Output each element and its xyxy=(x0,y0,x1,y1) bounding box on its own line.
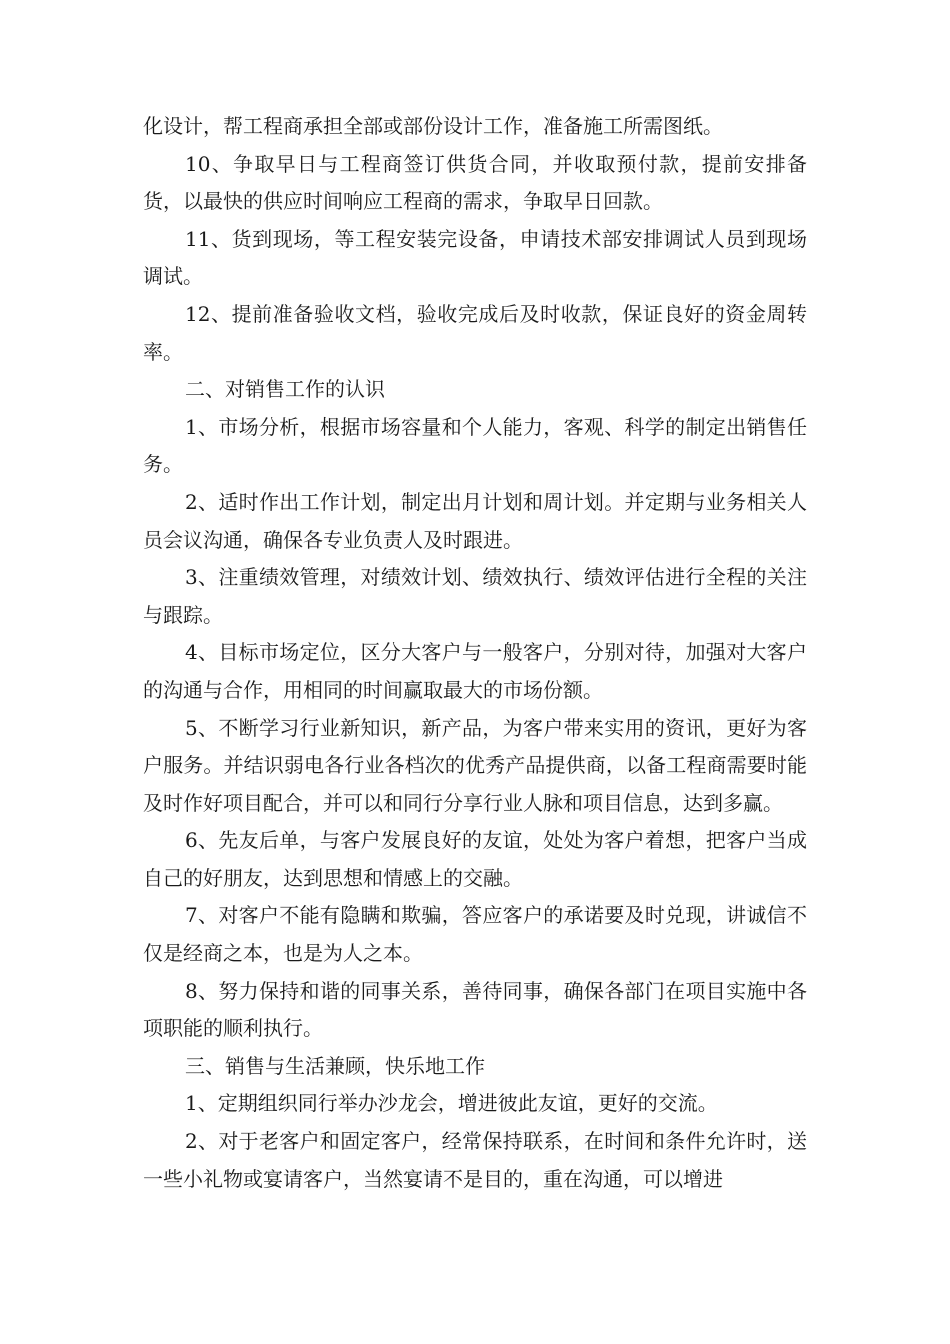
paragraph-item-4: 4、目标市场定位，区分大客户与一般客户，分别对待，加强对大客户的沟通与合作，用相同的时间赢取最大的市场份额。 xyxy=(143,640,807,702)
document-body xyxy=(143,108,807,1198)
paragraph-item-7: 7、对客户不能有隐瞒和欺骗，答应客户的承诺要及时兑现，讲诚信不仅是经商之本，也是为人之本。 xyxy=(143,903,807,966)
paragraph-item-6: 6、先友后单，与客户发展良好的友谊，处处为客户着想，把客户当成自己的好朋友，达到思想和情感上的交融。 xyxy=(143,828,807,890)
paragraph-item-1: 1、市场分析，根据市场容量和个人能力，客观、科学的制定出销售任务。 xyxy=(143,414,807,477)
paragraph-item-12: 12、提前准备验收文档，验收完成后及时收款，保证良好的资金周转率。 xyxy=(143,301,807,364)
paragraph-continuation: 化设计，帮工程商承担全部或部份设计工作，准备施工所需图纸。 xyxy=(143,114,723,138)
paragraph-item-3: 3、注重绩效管理，对绩效计划、绩效执行、绩效评估进行全程的关注与跟踪。 xyxy=(143,565,807,627)
paragraph-item-5: 5、不断学习行业新知识，新产品，为客户带来实用的资讯，更好为客户服务。并结识弱电各行业各档次的优秀产品提供商，以备工程商需要时能及时作好项目配合，并可以和同行分享行业人脉和项目信息，达到多赢。 xyxy=(143,715,807,815)
paragraph-item-2: 2、适时作出工作计划，制定出月计划和周计划。并定期与业务相关人员会议沟通，确保各专业负责人及时跟进。 xyxy=(143,489,807,552)
section-heading-3: 三、销售与生活兼顾，快乐地工作 xyxy=(185,1053,485,1078)
paragraph-item-10: 10、争取早日与工程商签订供货合同，并收取预付款，提前安排备货，以最快的供应时间响应工程商的需求，争取早日回款。 xyxy=(143,151,807,214)
paragraph-item-2-section-3: 2、对于老客户和固定客户，经常保持联系，在时间和条件允许时，送一些小礼物或宴请客户，当然宴请不是目的，重在沟通，可以增进 xyxy=(143,1129,807,1191)
section-heading-2: 二、对销售工作的认识 xyxy=(185,377,385,402)
paragraph-item-11: 11、货到现场，等工程安装完设备，申请技术部安排调试人员到现场调试。 xyxy=(143,226,807,289)
paragraph-item-8: 8、努力保持和谐的同事关系，善待同事，确保各部门在项目实施中各项职能的顺利执行。 xyxy=(143,978,807,1041)
paragraph-item-1-section-3: 1、定期组织同行举办沙龙会，增进彼此友谊，更好的交流。 xyxy=(185,1091,718,1116)
